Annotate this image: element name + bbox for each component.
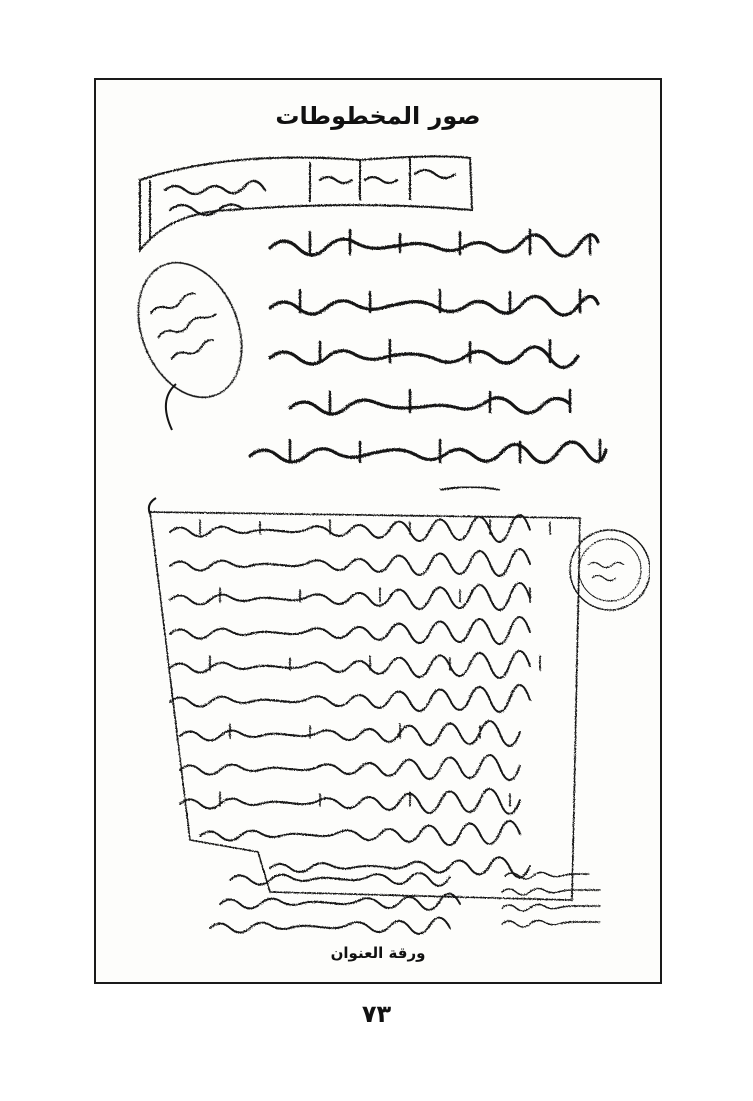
samaa-box	[150, 512, 580, 900]
title-flourish	[166, 384, 176, 430]
page-heading: صور المخطوطات	[275, 102, 481, 130]
page-number: ٧٣	[361, 1000, 392, 1028]
bottom-left-notes	[210, 873, 460, 934]
seal-stamp	[570, 530, 650, 610]
title-letter-strokes	[290, 230, 600, 462]
title-script	[250, 235, 606, 463]
side-note-script	[150, 292, 217, 362]
image-caption: ورقة العنوان	[330, 944, 426, 962]
page-frame	[94, 78, 662, 984]
samaa-script	[170, 515, 530, 878]
manuscript-image	[110, 140, 650, 940]
side-note-oval	[119, 247, 260, 413]
